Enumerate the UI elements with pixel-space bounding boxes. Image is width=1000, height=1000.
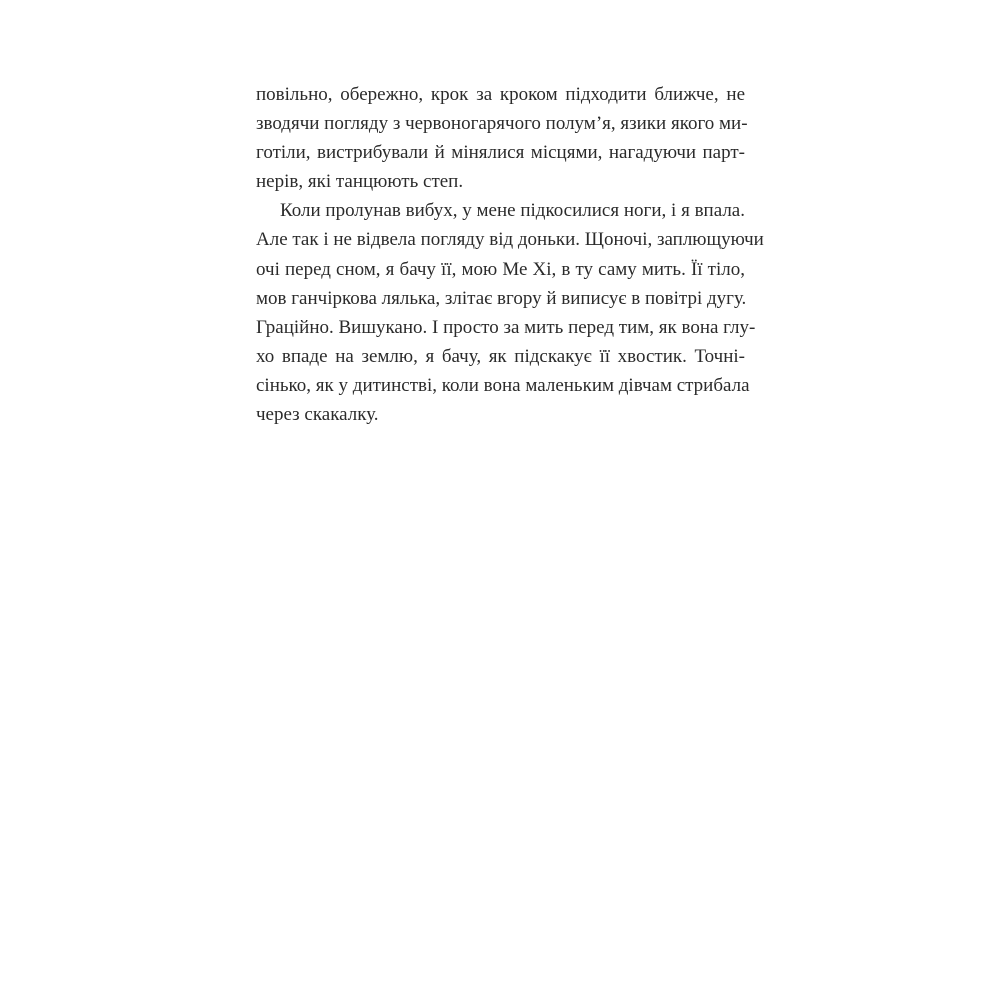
text-line: готіли, вистрибували й мінялися місцями, нагадуючи парт- [256,142,745,164]
text-line: сінько, як у дитинстві, коли вона маленьким дівчам стрибала [256,374,750,396]
text-line: нерів, які танцюють степ. [256,171,464,193]
text-line: повільно, обережно, крок за кроком підходити ближче, не [256,84,745,105]
text-line: Коли пролунав вибух, у мене підкосилися ноги, і я впала. [280,200,745,222]
paragraph-continuation [256,80,748,196]
text-line: Але так і не відвела погляду від доньки. Щоночі, заплющуючи [256,229,764,251]
paragraph-explosion [256,196,764,429]
text-line: через скакалку. [256,404,379,426]
text-line: зводячи погляду з червоногарячого полум’я, язики якого ми- [256,113,748,135]
text-line: очі перед сном, я бачу її, мою Ме Хі, в ту саму мить. Її тіло, [256,258,745,280]
text-line: Граційно. Вишукано. І просто за мить перед тим, як вона глу- [256,316,756,338]
body-text [256,80,764,429]
text-line: мов ганчіркова лялька, злітає вгору й виписує в повітрі дугу. [256,287,747,309]
text-line: хо впаде на землю, я бачу, як підскакує її хвостик. Точні- [256,345,745,367]
